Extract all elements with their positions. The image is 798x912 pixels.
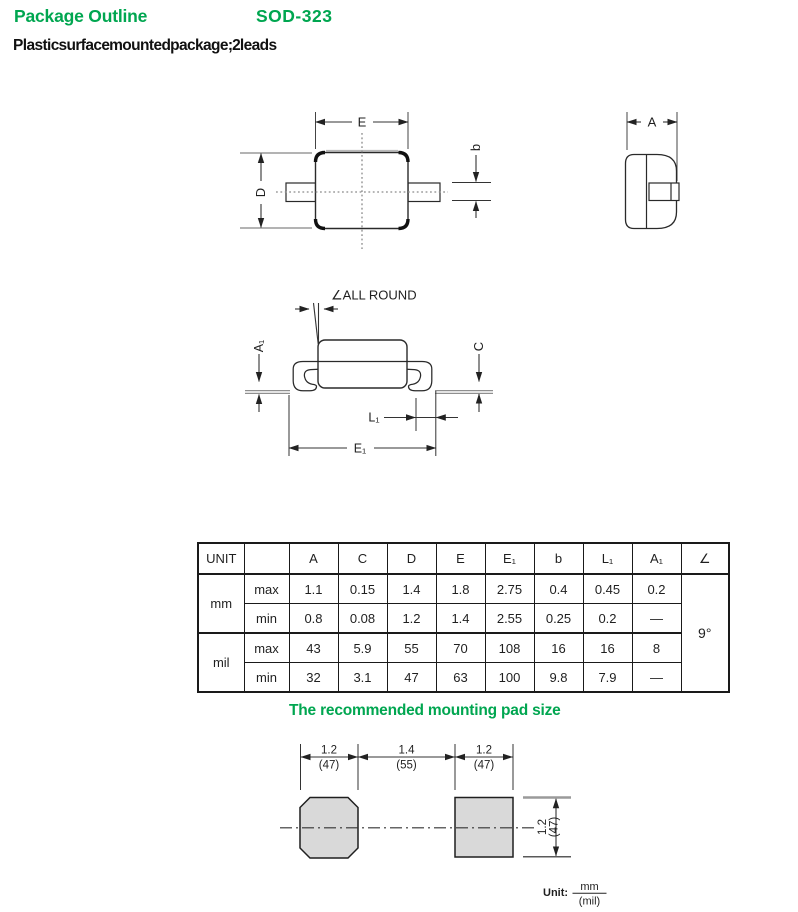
- value-cell: 32: [289, 663, 338, 693]
- side-view: [245, 288, 493, 457]
- value-cell: 16: [534, 633, 583, 663]
- value-cell: 1.4: [436, 604, 485, 634]
- col-header-c: C: [338, 543, 387, 574]
- col-header-a1: A₁: [632, 543, 681, 574]
- bound-cell: max: [244, 633, 289, 663]
- bound-cell: min: [244, 604, 289, 634]
- top-view: [240, 112, 491, 249]
- value-cell: 0.45: [583, 574, 632, 604]
- package-body-side-view: [318, 340, 407, 388]
- table-row-mm-min: [198, 604, 729, 634]
- col-header-unit: UNIT: [198, 543, 244, 574]
- value-cell: 0.25: [534, 604, 583, 634]
- value-cell: —: [632, 663, 681, 693]
- unit-note-label: Unit:: [543, 887, 569, 899]
- col-header-angle: ∠: [681, 543, 729, 574]
- pad-dim-left-mil: (47): [318, 759, 340, 772]
- pad-dim-left-mm: 1.2: [321, 744, 337, 757]
- col-header-l1: L₁: [583, 543, 632, 574]
- dim-label-l1: L₁: [368, 410, 380, 425]
- col-header-e: E: [436, 543, 485, 574]
- value-cell: 1.1: [289, 574, 338, 604]
- value-cell: 47: [387, 663, 436, 693]
- bound-cell: min: [244, 663, 289, 693]
- value-cell: 2.55: [485, 604, 534, 634]
- bound-cell: max: [244, 574, 289, 604]
- dim-label-b: b: [468, 143, 483, 152]
- dim-label-c: C: [471, 341, 486, 352]
- mounting-pad-heading: The recommended mounting pad size: [289, 702, 561, 719]
- lead-left-side-view: [293, 362, 318, 391]
- pad-dim-gap-mil: (55): [396, 759, 417, 772]
- mounting-pad-drawing: [280, 744, 571, 858]
- table-header-row: [198, 543, 729, 574]
- unit-note-denominator: (mil): [578, 895, 601, 908]
- dimensions-table: [197, 542, 730, 693]
- value-cell: 63: [436, 663, 485, 693]
- pad-dim-gap-mm: 1.4: [398, 744, 415, 757]
- col-header-e1: E₁: [485, 543, 534, 574]
- value-cell: 43: [289, 633, 338, 663]
- value-cell: 100: [485, 663, 534, 693]
- dim-label-e1: E₁: [353, 441, 367, 456]
- col-header-bound: [244, 543, 289, 574]
- dim-label-a1: A₁: [252, 339, 266, 353]
- unit-cell-mil: mil: [198, 633, 244, 692]
- value-cell: 9.8: [534, 663, 583, 693]
- dim-label-e: E: [357, 114, 367, 130]
- value-cell: 7.9: [583, 663, 632, 693]
- value-cell: 0.2: [583, 604, 632, 634]
- value-cell: 1.2: [387, 604, 436, 634]
- value-cell: 8: [632, 633, 681, 663]
- package-code: SOD-323: [256, 6, 333, 26]
- value-cell: —: [632, 604, 681, 634]
- page-title: Package Outline: [14, 6, 148, 26]
- value-cell: 0.4: [534, 574, 583, 604]
- lead-end-view: [649, 183, 679, 201]
- pad-dim-height-mm: 1.2: [537, 819, 549, 835]
- value-cell: 70: [436, 633, 485, 663]
- unit-note-numerator: mm: [580, 881, 599, 893]
- angle-value-cell: 9°: [681, 574, 729, 692]
- value-cell: 0.08: [338, 604, 387, 634]
- unit-note: [543, 881, 607, 908]
- value-cell: 3.1: [338, 663, 387, 693]
- pad-dim-right-mil: (47): [473, 759, 495, 772]
- value-cell: 1.8: [436, 574, 485, 604]
- end-view: [626, 112, 680, 229]
- table-row-mil-max: [198, 633, 729, 663]
- table-row-mm-max: [198, 574, 729, 604]
- value-cell: 1.4: [387, 574, 436, 604]
- dim-label-a: A: [647, 114, 657, 130]
- pad-dim-right-mm: 1.2: [476, 744, 492, 757]
- pad-dim-height-mil: (47): [548, 816, 561, 838]
- value-cell: 5.9: [338, 633, 387, 663]
- col-header-d: D: [387, 543, 436, 574]
- value-cell: 0.2: [632, 574, 681, 604]
- lead-right-side-view: [407, 362, 432, 391]
- value-cell: 55: [387, 633, 436, 663]
- page-subtitle: Plastic surface mounted package; 2 leads: [13, 37, 277, 54]
- unit-cell-mm: mm: [198, 574, 244, 633]
- callout-all-round: ∠ALL ROUND: [331, 287, 417, 303]
- value-cell: 2.75: [485, 574, 534, 604]
- value-cell: 0.8: [289, 604, 338, 634]
- table-row-mil-min: [198, 663, 729, 693]
- dim-label-d: D: [253, 187, 268, 198]
- value-cell: 0.15: [338, 574, 387, 604]
- value-cell: 16: [583, 633, 632, 663]
- col-header-b: b: [534, 543, 583, 574]
- col-header-a: A: [289, 543, 338, 574]
- value-cell: 108: [485, 633, 534, 663]
